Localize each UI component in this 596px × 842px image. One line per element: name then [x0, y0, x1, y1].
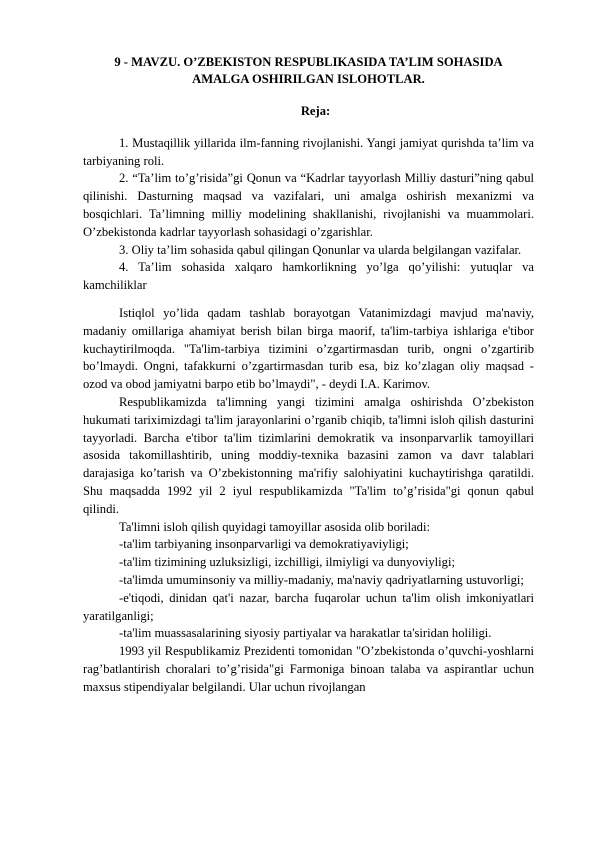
body-paragraph: 1993 yil Respublikamiz Prezidenti tomonidan "O’zbekistonda o’quvchi-yoshlarni rag’batlantirish choralari to’g’risida"gi Farmoniga binoan talaba va aspirantlar uchun maxsus stipendiyalar belgilandi. Ular uchun rivojlangan — [83, 644, 534, 694]
principle-item: -e'tiqodi, dinidan qat'i nazar, barcha fuqarolar uchun ta'lim olish imkoniyatlari yaratilganligi; — [83, 590, 534, 623]
body-text — [83, 305, 534, 697]
plan-item: 4. Ta’lim sohasida xalqaro hamkorlikning yo’lga qo’yilishi: yutuqlar va kamchiliklar — [83, 260, 534, 293]
plan-list — [83, 135, 534, 295]
body-paragraph: Istiqlol yo’lida qadam tashlab borayotgan Vatanimizdagi mavjud ma'naviy, madaniy omillariga ahamiyat berish bilan birga maorif, ta'lim-tarbiya ishlariga e'tibor kuchaytirilmoqda. "Ta'lim-tarbiya tizimini o’zgartirmasdan turib, ongni o’zgartirib bo’lmaydi. Ongni, tafakkurni o’zgartirmasdan turib esa, biz ko’zlagan oliy maqsad - ozod va obod jamiyatni barpo etib bo’lmaydi", - deydi I.A. Karimov. — [83, 305, 534, 392]
plan-item: 1. Mustaqillik yillarida ilm-fanning rivojlanishi. Yangi jamiyat qurishda ta’lim va tarbiyaning roli. — [83, 135, 534, 168]
section-gap — [83, 295, 534, 305]
title-line-2: AMALGA OSHIRILGAN ISLOHOTLAR. — [192, 72, 425, 86]
body-paragraph: Ta'limni isloh qilish quyidagi tamoyillar asosida olib boriladi: — [119, 519, 430, 534]
principle-item: -ta'lim muassasalarining siyosiy partiyalar va harakatlar ta'siridan holiligi. — [119, 626, 492, 641]
document-title — [83, 54, 534, 88]
plan-item: 2. “Ta’lim to’g’risida”gi Qonun va “Kadrlar tayyorlash Milliy dasturi”ning qabul qilinishi. Dasturning maqsad va vazifalari, uni amalga oshirish mexanizmi va bosqichlari. Ta’limning milliy modelining shakllanishi, rivojlanishi va muammolari. O’zbekistonda kadrlar tayyorlash sohasidagi o’zgarishlar. — [83, 171, 534, 239]
body-paragraph: Respublikamizda ta'limning yangi tizimini amalga oshirishda O’zbekiston hukumati tariximizdagi ta'lim jarayonlarini o’rganib chiqib, ta'limni isloh qilish dasturini tayyorladi. Barcha e'tibor ta'lim tizimlarini demokratik va insonparvarlik tamoyillari asosida takomillashtirib, uning moddiy-texnika bazasini zamon va davr talablari darajasiga ko’tarish va O’zbekistonning ma'rifiy salohiyatini kuchaytirishga qaratildi. Shu maqsadda 1992 yil 2 iyul respublikamizda "Ta'lim to’g’risida"gi qonun qabul qilindi. — [83, 394, 534, 516]
principle-item: -ta'limda umuminsoniy va milliy-madaniy, ma'naviy qadriyatlarning ustuvorligi; — [119, 572, 524, 587]
principle-item: -ta'lim tarbiyaning insonparvarligi va demokratiyaviyligi; — [119, 537, 409, 552]
plan-heading: Reja: — [300, 104, 331, 118]
title-line-1: 9 - MAVZU. O’ZBEKISTON RESPUBLIKASIDA TA’LIM SOHASIDA — [114, 55, 503, 69]
plan-item: 3. Oliy ta’lim sohasida qabul qilingan Qonunlar va ularda belgilangan vazifalar. — [119, 242, 522, 257]
principle-item: -ta'lim tizimining uzluksizligi, izchilligi, ilmiyligi va dunyoviyligi; — [119, 555, 455, 570]
